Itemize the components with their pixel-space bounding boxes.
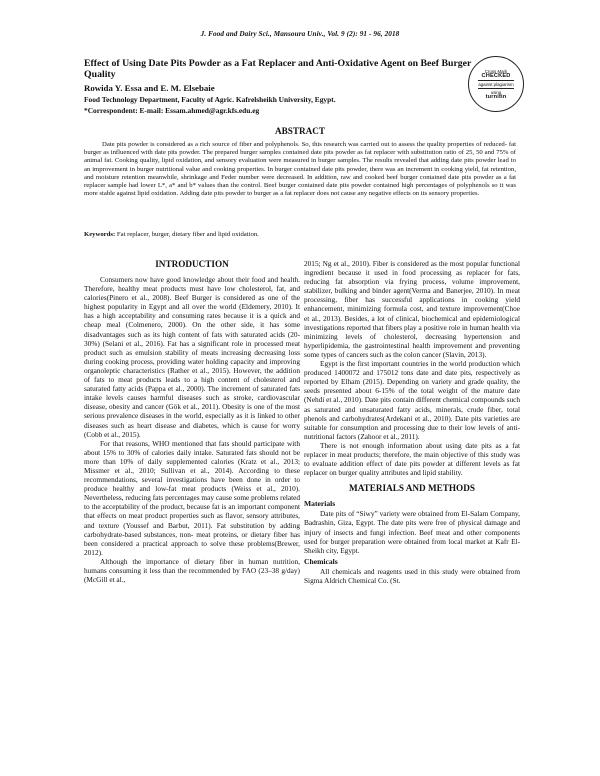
left-column	[84, 259, 300, 584]
intro-paragraph-3: Although the importance of dietary fiber in human nutrition, humans consuming it less than the recommended by FAO (23–38 g/day) (McGill et al.,	[84, 556, 300, 585]
keywords-text: Fat replacer, burger, dietary fiber and lipid oxidation.	[115, 231, 259, 238]
authors: Rowida Y. Essa and E. M. Elsebaie	[84, 83, 215, 93]
abstract-heading: ABSTRACT	[274, 126, 326, 136]
intro-paragraph-6: There is not enough information about using date pits as a fat replacer in meat products; therefore, the main objective of this study was to evaluate addition effect of date pits powder at different levels as fat replacer on burger quality attributes and lipid stability.	[304, 440, 520, 478]
right-column	[304, 259, 520, 585]
correspondent-email: *Correspondent: E-mail: Essam.ahmed@agr.kfs.edu.eg	[84, 106, 260, 115]
materials-paragraph: Date pits of “Siwy” variety were obtained from El-Salam Company, Badrashin, Giza, Egypt. The date pits were free of physical damage and injury of insects and fungi infection. Beef meat and other components used for burger preparation were obtained from local market at Kafr El-Sheikh city, Egypt.	[304, 509, 520, 555]
intro-paragraph-1: Consumers now have good knowledge about their food and health. Therefore, healthy meat products must have low cholesterol, fat, and calories(Pinero et al., 2008). Beef Burger is considered as one of the highest popularity in Egypt and all over the world (Eldemery, 2010). It has a high acceptability and consuming rates because it is a quick and cheap meal (Colmenero, 2000). On the other side, it has some disadvantages such as its high content of fats with saturated acids (20-30%) (Selani et al., 2016). Fat has a significant role in processed meat product such as emulsion stability of meats increasing decreasing loss during cooking process, providing water holding capacity and improving organoleptic characteristics (Rather et al., 2015). However, the addition of fats to meat products leads to a high content of cholesterol and saturated fatty acids (Pappa et al., 2000). The increment of saturated fats intake levels causes harmful diseases such as stroke, cardiovascular disease, obesity and cancer (Gök et al., 2011). Obesity is one of the most serious prevalence diseases in the world, especially as it is linked to other diseases such as heart disease and diabetes, which is cause for worry (Cobb et al., 2015).	[84, 275, 300, 439]
chemicals-paragraph: All chemicals and reagents used in this study were obtained from Sigma Aldrich Chemical Co. (St.	[304, 566, 520, 585]
affiliation: Food Technology Department, Faculty of Agric. Kafrelsheikh University, Egypt.	[84, 95, 336, 104]
intro-paragraph-4: 2015; Ng et al., 2010). Fiber is considered as the most popular functional ingredient because it used in food processing as replacer for fats, reducing fat absorption via frying process, volume improvement, stabilizer, bulking and binder agent(Verma and Banerjee, 2010). In meat processing, fiber has successful applications in cooking yield enhancement, minimizing formula cost, and texture improvement(Choe et al., 2013). Besides, a lot of clinical, biochemical and epidemiological investigations reported that fibers play a positive role in human health via minimizing levels of cholesterol, decreasing hypertension and hyperlipidemia, the gastrointestinal health improvement and preventing some types of cancers such as the colon cancer (Slavin, 2013).	[304, 259, 520, 359]
methods-heading: MATERIALS AND METHODS	[349, 483, 475, 494]
intro-paragraph-5: Egypt is the first important countries in the world production which produced 1400072 and 175012 tons date and date pits, respectively as reported by Elham (2015). Depending on variety and grade quality, the seeds presented about 6-15% of the total weight of the mature date (Nehdi et al., 2010). Date pits contain different chemical compounds such as saturated and unsaturated fatty acids, minerals, crude fiber, total phenols and carbohydrates(Ardekani et al., 2010). Date pits varieties are suitable for consumption and processing due to their low levels of anti-nutritional factors (Zahoor et al., 2011).	[304, 359, 520, 441]
paper-title: Effect of Using Date Pits Powder as a Fat Replacer and Anti-Oxidative Agent on Beef Burger Quality	[84, 58, 472, 80]
journal-header: J. Food and Dairy Sci., Mansoura Univ., Vol. 9 (2): 91 - 96, 2018	[200, 30, 400, 38]
badge-line1: Cross Mark	[484, 68, 508, 74]
badge-line5: turnitin	[485, 93, 507, 100]
badge-line3: against plagiarism	[478, 81, 514, 87]
abstract-text: Date pits powder is considered as a rich source of fiber and polyphenols. So, this research was carried out to assess the quality properties of reduced- fat burger as influenced with date pits powder. The prepared burger samples contained date pits powder as fat replacer with substitution ratio of 25, 50 and 75% of animal fat. Cooking quality, lipid oxidation, and sensory evaluation were measured in burger samples. The results revealed that adding date pits powder lead to an improvement in burger nutritional value and cooking properties. In burger contained date pits powder, there was an increment in cooking yield, fat retention, and moisture retention meanwhile, shrinkage and Feder number were decreased. In addition, raw and cooked beef burger contained date pits powder as a fat replacer sample had lower L*, a* and b* values than the control. Beef burger contained date pits powder contained high percentages of polyphenols so it was more stable against lipid oxidation. Adding date pits powder to burger as a fat replacer does not cause any negative effects on its sensory properties.	[84, 141, 516, 198]
plagiarism-check-badge	[468, 56, 524, 112]
keywords	[84, 231, 516, 238]
badge-line2: CHECKED	[481, 72, 511, 79]
keywords-label: Keywords:	[84, 231, 116, 238]
materials-subheading: Materials	[304, 499, 336, 509]
intro-paragraph-2: For that reasons, WHO mentioned that fats should participate with about 15% to 30% of calories daily intake. Saturated fats should not be more than 10% of daily supplemented calories (Kratz et al., 2013; Missmer et al., 2010; Sullivan et al., 2014). According to these recommendations, several investigations have been done in order to produce healthy and low-fat meat products (Weiss et al., 2010). Nevertheless, reducing fats percentages may cause some problems related to the acceptability of the product, because fat is an important component that effects on meat product properties such as flavor, sensory attributes, and texture (Youssef and Barbut, 2011). Fat substitution by adding carbohydrate-based substances, non- meat proteins, or dietary fiber has been considered a practical approach to solve these problems(Brewer, 2012).	[84, 438, 300, 557]
chemicals-subheading: Chemicals	[304, 556, 338, 566]
badge-line4: using	[490, 89, 502, 95]
introduction-heading: INTRODUCTION	[155, 259, 229, 269]
